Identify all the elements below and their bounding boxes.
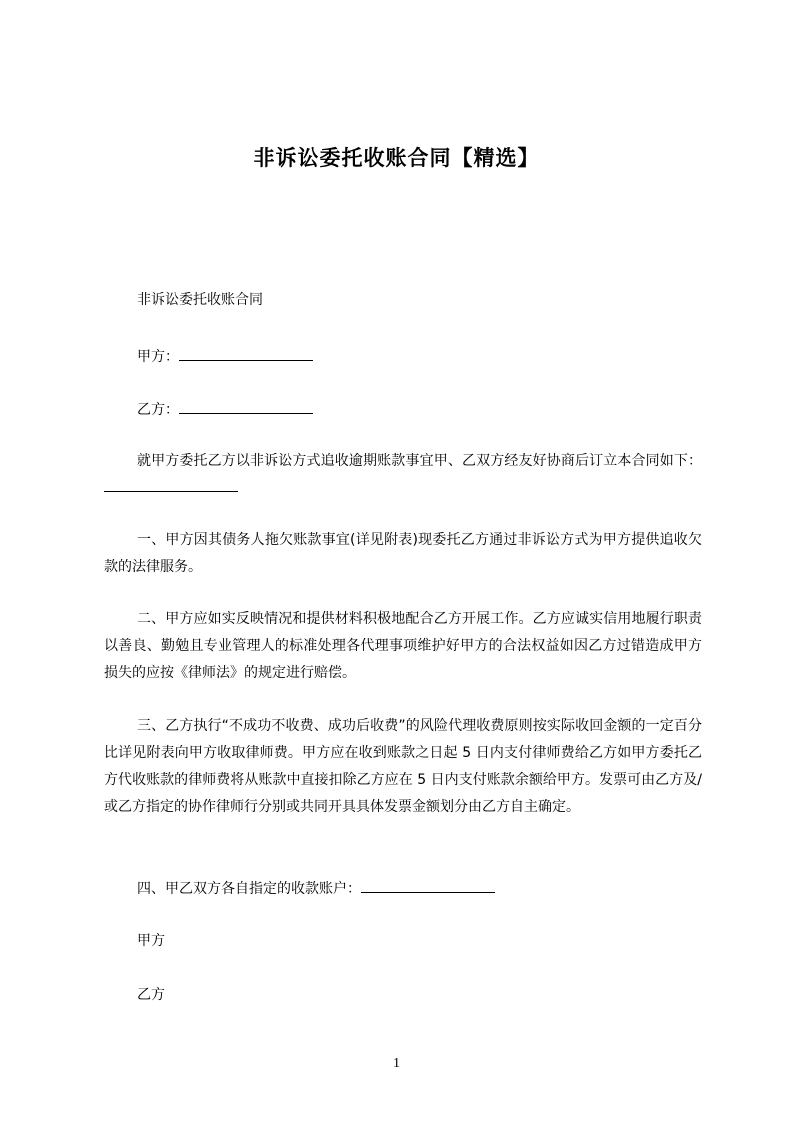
clause-4-line — [137, 877, 495, 899]
clause-4-label: 四、甲乙双方各自指定的收款账户： — [137, 881, 361, 897]
intro-text: 就甲方委托乙方以非诉讼方式追收逾期账款事宜甲、乙双方经友好协商后订立本合同如下： — [137, 453, 702, 469]
clause-1: 一、甲方因其债务人拖欠账款事宜(详见附表)现委托乙方通过非诉讼方式为甲方提供追收欠款的法律服务。 — [104, 532, 702, 575]
page-title: 非诉讼委托收账合同【精选】 — [253, 146, 540, 170]
clause-4-blank — [361, 877, 495, 893]
clause-2: 二、甲方应如实反映情况和提供材料积极地配合乙方开展工作。乙方应诚实信用地履行职责以善良、勤勉且专业管理人的标准处理各代理事项维护好甲方的合法权益如因乙方过错造成甲方损失的应按《律师法》的规定进行赔偿。 — [104, 611, 702, 681]
contract-subtitle: 非诉讼委托收账合同 — [137, 292, 263, 308]
party-a-line — [137, 345, 313, 367]
party-b-blank — [179, 398, 313, 414]
party-b-line — [137, 398, 313, 420]
intro-blank — [104, 476, 238, 492]
party-a-blank — [179, 345, 313, 361]
party-b-label: 乙方： — [137, 402, 179, 418]
party-a-label: 甲方： — [137, 349, 179, 365]
clause-3: 三、乙方执行“不成功不收费、成功后收费”的风险代理收费原则按实际收回金额的一定百分比详见附表向甲方收取律师费。甲方应在收到账款之日起 5 日内支付律师费给乙方如甲方委托乙方代收账款的律师费将从账款中直接扣除乙方应在 5 日内支付账款余额给甲方。发票可由乙方及/或乙方指定的协作律师行分别或共同开具具体发票金额划分由乙方自主确定。 — [104, 718, 702, 815]
intro-paragraph — [104, 448, 702, 502]
page-number: 1 — [393, 1056, 400, 1071]
party-a-signature-label: 甲方 — [137, 933, 165, 949]
party-b-signature-label: 乙方 — [137, 987, 165, 1003]
